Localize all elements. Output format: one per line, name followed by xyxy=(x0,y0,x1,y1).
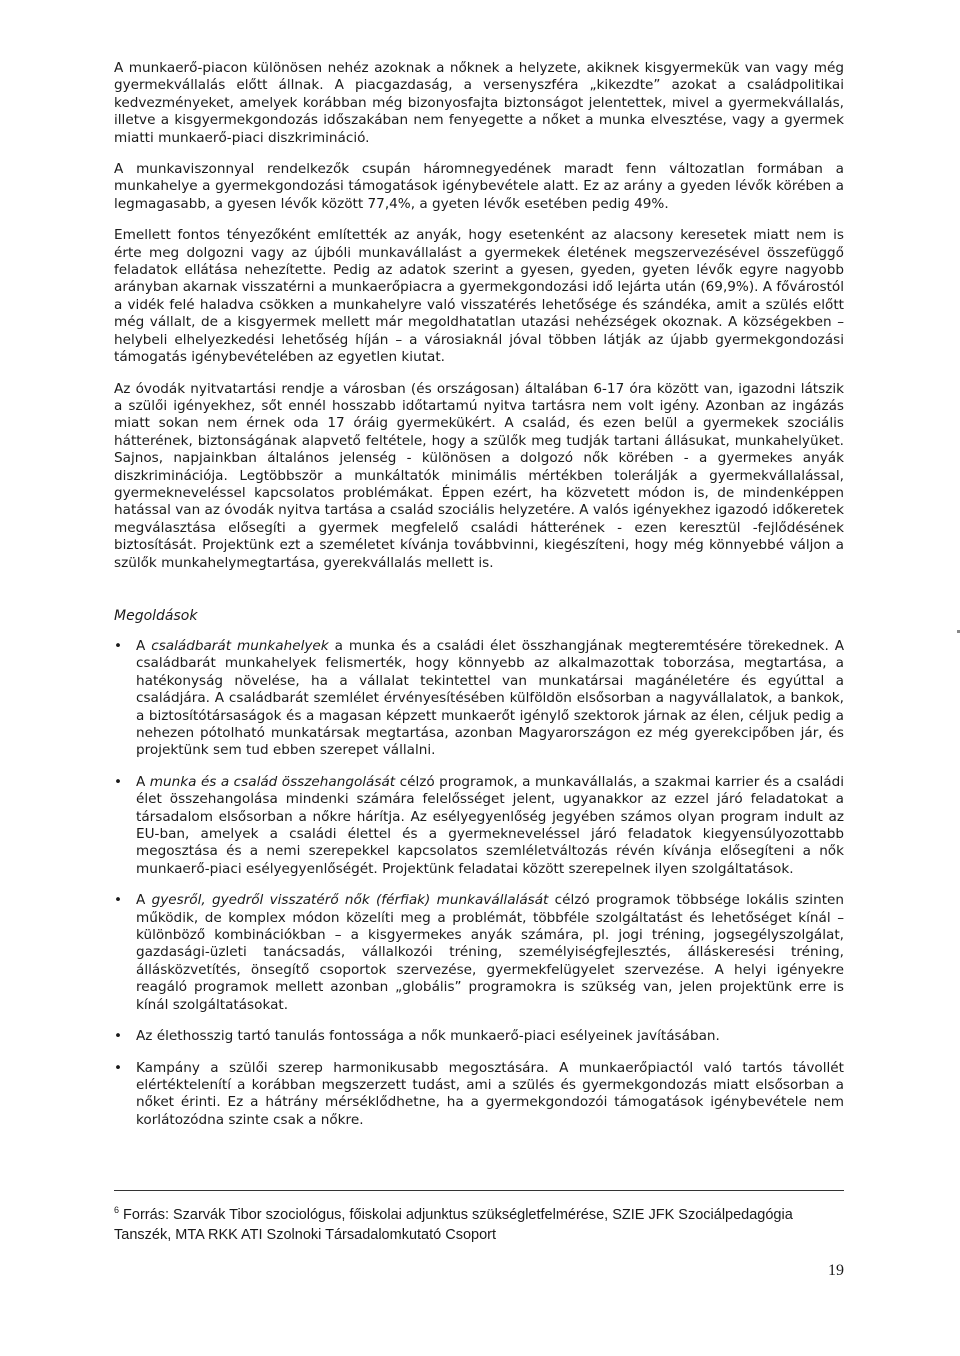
list-item-emphasis: családbarát munkahelyek xyxy=(151,637,329,654)
list-item-text-pre: A xyxy=(136,773,150,790)
list-item xyxy=(114,774,844,878)
footnote-text: Forrás: Szarvák Tibor szociológus, főiskolai adjunktus szükségletfelmérése, SZIE JFK Szociálpedagógia Tanszék, MTA RKK ATI Szolnoki Társadalomkutató Csoport xyxy=(114,1206,793,1243)
list-item-text-post: célzó programok többsége lokális szinten működik, de komplex módon közelíti meg a problémát, többféle szolgáltatást és lehetőséget kínál – különböző kombinációkban – a kisgyermekes anyák számára, pl. jogi tréning, jogsegélyszolgálat, gazdasági-üzleti tanácsadás, vállalkozói tréning, személyiségfejlesztés, álláskeresési tréning, állásközvetítés, önsegítő csoportok szervezése, gyermekfelügyelet szervezése. A helyi igényekre reagáló programok mellett azonban „globális” programokra is szükség van, jelen projektünk erre is kínál szolgáltatásokat. xyxy=(136,892,844,1013)
bullet-icon: • xyxy=(114,892,123,909)
page-body xyxy=(114,60,844,1143)
paragraph-1: A munkaerő-piacon különösen nehéz azoknak a nőknek a helyzete, akiknek kisgyermekük van vagy még gyermekvállalás előtt állnak. A piacgazdaság, a versenyszféra „kikezdte” azokat a családpolitikai kedvezményeket, amelyek korábban még bizonyosfajta biztonságot jelentettek, mivel a gyermekvállalás, illetve a kisgyermekgondozás időszakában nem fenyegette a nőket a munka elvesztése, vagy a gyermek miatti munkaerő-piaci diszkrimináció. xyxy=(114,60,844,146)
list-item-text-pre: A xyxy=(136,637,152,654)
footnote-marker: 6 xyxy=(114,1205,120,1215)
paragraph-2: A munkaviszonnyal rendelkezők csupán háromnegyedének maradt fenn változatlan formában a munkahelye a gyermekgondozási támogatások igénybevétele alatt. Ez az arány a gyeden lévők körében a legmagasabb, a gyesen lévők között 77,4%, a gyeten lévők esetében pedig 49%. xyxy=(114,161,844,212)
bullet-icon: • xyxy=(114,1028,123,1045)
bullet-icon: • xyxy=(114,1059,123,1076)
list-item-emphasis: gyesről, gyedről visszatérő nők (férfiak) munkavállalását xyxy=(151,892,549,909)
list-item-text-post: a munka és a családi élet összhangjának megteremtésére törekednek. A családbarát munkahelyek felismerték, hogy könnyebb az alkalmazottak toborzása, megtartása, a hatékonyság növelése, ha a vállalat tekintettel van munkatársai magánéletére és egyúttal a családjára. A családbarát szemlélet érvényesítésében külföldön elsősorban a nagyvállalatok, a bankok, a biztosítótársaságok és a magasan képzett munkaerőt igénylő szektorok járnak az élen, céljuk pedig a nehezen pótolható munkatársak megtartása, azonban Magyarországon ez még gyerekcipőben jár, és projektünk sem tud ebben szerepet vállalni. xyxy=(136,637,845,759)
list-item-text-post: célzó programok, a munkavállalás, a szakmai karrier és a családi élet összehangolása mindenki számára felelősséget jelent, ugyanakkor az ezzel járó feladatokat a társadalom elsősorban a nőkre hárítja. Az esélyegyenlőség jegyében számos olyan program indult az EU-ban, amelyek a családi élettel és a gyermekneveléssel járó feladatok kiegyensúlyozottabb megosztása és a nemi szerepekkel kapcsolatos szemléletváltozás révén kívánja elősegíteni a nők munkaerő-piaci esélyegyenlőségét. Projektünk feladatai között szerepelnek ilyen szolgáltatások. xyxy=(136,773,844,877)
solutions-list xyxy=(114,638,844,1129)
footnote-divider xyxy=(114,1190,844,1191)
paragraph-3: Emellett fontos tényezőként említették az anyák, hogy esetenként az alacsony keresetek miatt nem is érte meg dolgozni vagy az újbóli munkavállalást a gyermekek életének megszervezésével összefüggő feladatok ellátása nehezítette. Pedig az adatok szerint a gyesen, gyeden, gyeten lévők egyre nagyobb arányban akarnak visszatérni a munkaerőpiacra a gyermekgondozási idő lejárta után (69,9%). A fővárostól a vidék felé haladva csökken a munkahelyre való visszatérés lehetősége és szándéka, amit a szülés előtt még vállalt, de a kisgyermek mellett már megoldhatatlan utazási nehézségek okoznak. A községekben – helybeli elhelyezkedési lehetőség híján – a városiaknál jóval többen látják az újabb gyermekgondozási támogatás igénybevételében az egyetlen kiutat. xyxy=(114,227,844,366)
bullet-icon: • xyxy=(114,637,123,654)
list-item-text: Az élethosszig tartó tanulás fontossága a nők munkaerő-piaci esélyeinek javításában. xyxy=(136,1028,720,1045)
page-number: 19 xyxy=(828,1262,844,1279)
list-item xyxy=(114,892,844,1014)
list-item-text: Kampány a szülői szerep harmonikusabb megosztására. A munkaerőpiactól való tartós távollét elértéktelenítí a korábban megszerzett tudást, ami a szülés és gyermekgondozás miatt elsősorban a nőket érinti. Ez a hátrány mérséklődhetne, ha a gyermekgondozói támogatások igénybevétele nem korlátozódna szinte csak a nőkre. xyxy=(136,1059,844,1128)
list-item xyxy=(114,1028,844,1045)
section-heading: Megoldások xyxy=(114,607,198,624)
paragraph-4: Az óvodák nyitvatartási rendje a városban (és országosan) általában 6-17 óra között van, igazodni látszik a szülői igényekhez, sőt ennél hosszabb időtartamú nyitva tartásra nem volt igény. Azonban az ingázás miatt sokan nem érnek oda 17 óráig gyermekükért. A család, és ezen belül a gyermekek szociális hátterének, biztonságának alapvető feltétele, hogy a szülők meg tudják tartani állásukat, munkahelyüket. Sajnos, napjainkban általános jelenség - különösen a dolgozó nők körében - a gyermekes anyák diszkriminációja. Legtöbbször a munkáltatók minimális mértékben tolerálják a gyermekvállalással, gyermekneveléssel kapcsolatos problémákat. Éppen ezért, ha közvetett módon is, de mindenképpen hatással van az óvodák nyitva tartása a család szociális helyzetére. A valós igényekhez igazodó időkeretek megválasztása elősegíti a gyermek megfelelő családi hátterének - ezen keresztül -fejlődésének biztosítását. Projektünk ezt a személetet kívánja továbbvinni, kiegészíteni, hogy még könnyebbé váljon a szülők munkahelymegtartása, gyerekvállalás mellett is. xyxy=(114,380,844,571)
list-item xyxy=(114,1060,844,1130)
list-item-emphasis: munka és a család összehangolását xyxy=(149,773,396,790)
list-item xyxy=(114,638,844,760)
bullet-icon: • xyxy=(114,773,123,790)
list-item-text-pre: A xyxy=(136,892,152,909)
footnote xyxy=(114,1200,844,1245)
